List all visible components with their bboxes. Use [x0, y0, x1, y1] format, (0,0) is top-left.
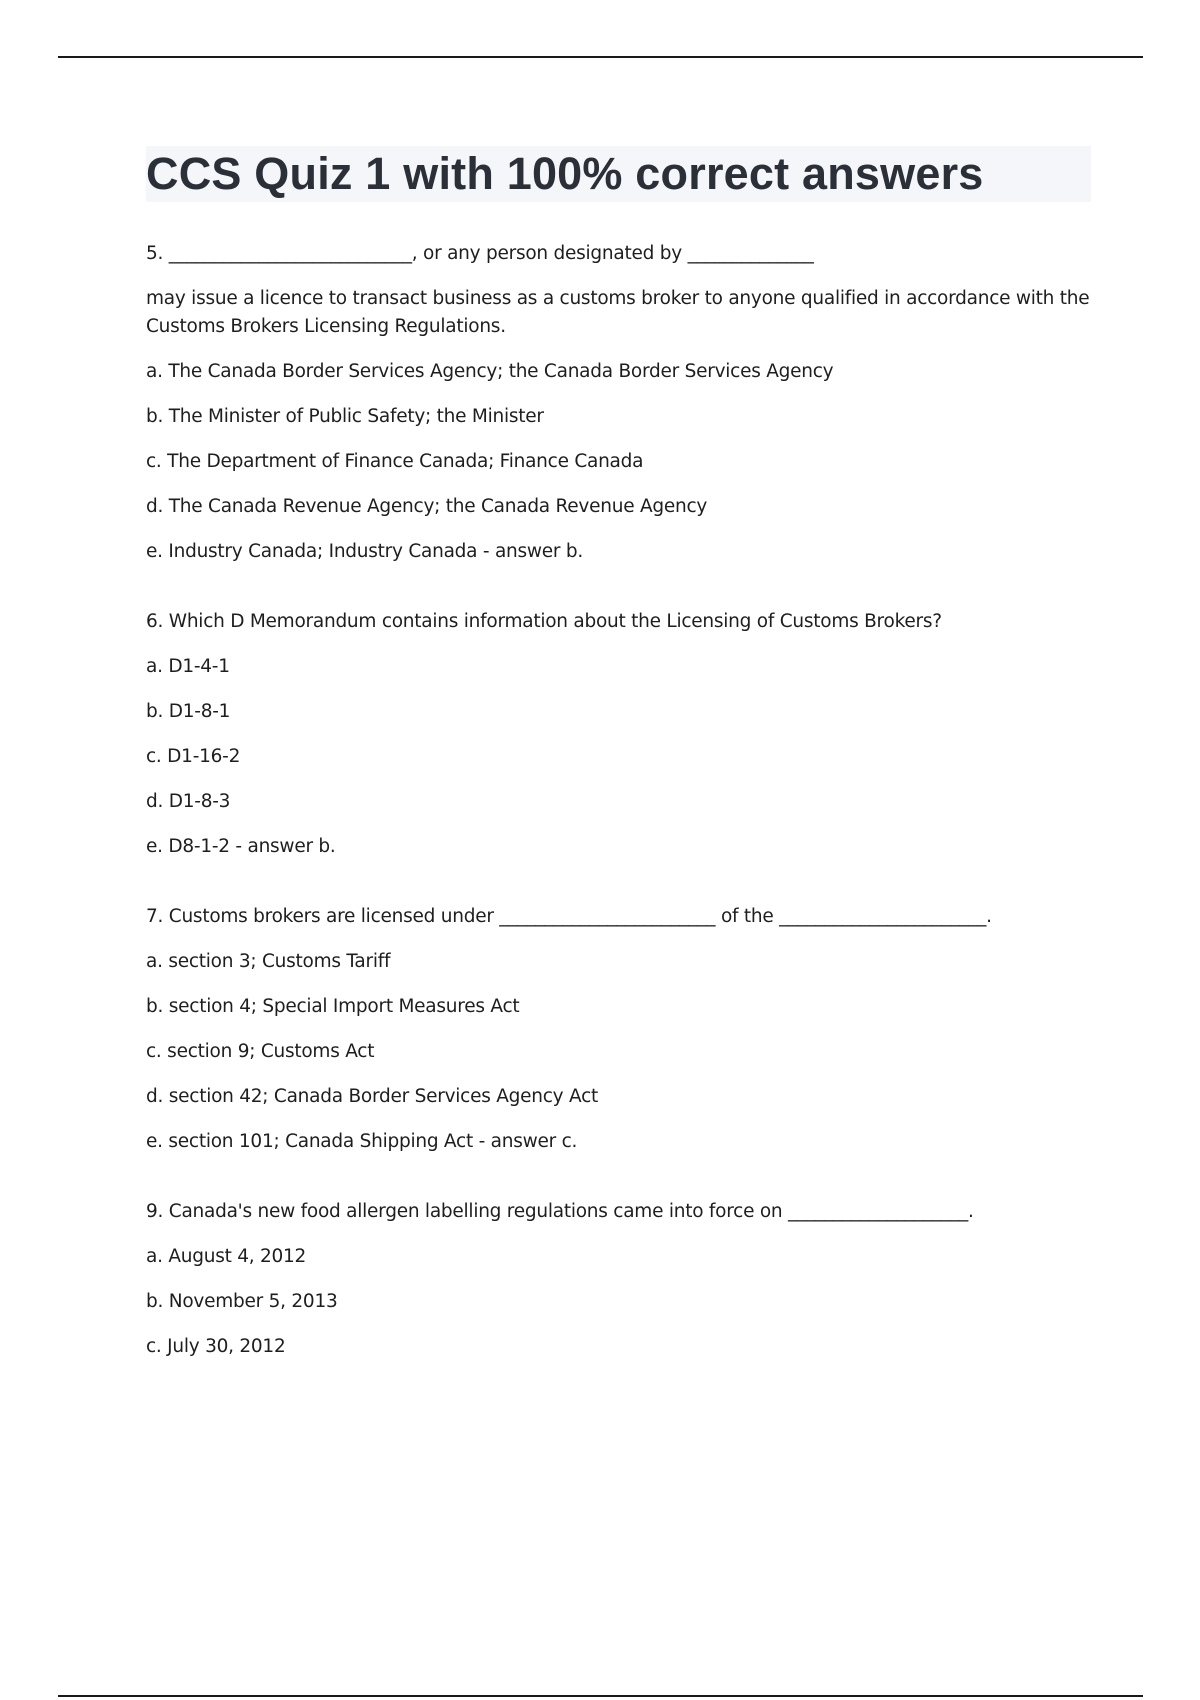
answer-option: d. D1-8-3 — [146, 791, 231, 812]
question-5 — [146, 240, 1091, 566]
answer-option: e. section 101; Canada Shipping Act - answer c. — [146, 1131, 578, 1152]
top-rule — [58, 56, 1143, 58]
answer-option: b. D1-8-1 — [146, 701, 231, 722]
bottom-rule — [58, 1695, 1143, 1697]
answer-option: a. D1-4-1 — [146, 656, 230, 677]
document-title: CCS Quiz 1 with 100% correct answers — [146, 148, 984, 199]
answer-option: e. Industry Canada; Industry Canada - answer b. — [146, 541, 584, 562]
answer-option: b. The Minister of Public Safety; the Minister — [146, 406, 544, 427]
question-6 — [146, 608, 1091, 861]
title-band — [146, 146, 1091, 202]
answer-option: a. The Canada Border Services Agency; the Canada Border Services Agency — [146, 361, 834, 382]
answer-option: d. The Canada Revenue Agency; the Canada Revenue Agency — [146, 496, 708, 517]
question-stem: 9. Canada's new food allergen labelling regulations came into force on ____________________. — [146, 1201, 974, 1222]
answer-option: b. November 5, 2013 — [146, 1291, 338, 1312]
answer-option: a. section 3; Customs Tariff — [146, 951, 391, 972]
document-page — [146, 146, 1091, 1403]
answer-option: b. section 4; Special Import Measures Act — [146, 996, 520, 1017]
answer-option: d. section 42; Canada Border Services Agency Act — [146, 1086, 598, 1107]
question-9 — [146, 1198, 1091, 1361]
answer-option: c. D1-16-2 — [146, 746, 241, 767]
question-7 — [146, 903, 1091, 1156]
question-stem: 7. Customs brokers are licensed under ________________________ of the _______________________. — [146, 906, 992, 927]
answer-option: c. section 9; Customs Act — [146, 1041, 375, 1062]
answer-option: a. August 4, 2012 — [146, 1246, 307, 1267]
question-continuation: may issue a licence to transact business as a customs broker to anyone qualified in accordance with the Customs Brokers Licensing Regulations. — [146, 288, 1090, 337]
answer-option: c. July 30, 2012 — [146, 1336, 286, 1357]
question-stem: 6. Which D Memorandum contains information about the Licensing of Customs Brokers? — [146, 611, 942, 632]
answer-option: e. D8-1-2 - answer b. — [146, 836, 336, 857]
answer-option: c. The Department of Finance Canada; Finance Canada — [146, 451, 644, 472]
question-stem: 5. ___________________________, or any person designated by ______________ — [146, 243, 814, 264]
